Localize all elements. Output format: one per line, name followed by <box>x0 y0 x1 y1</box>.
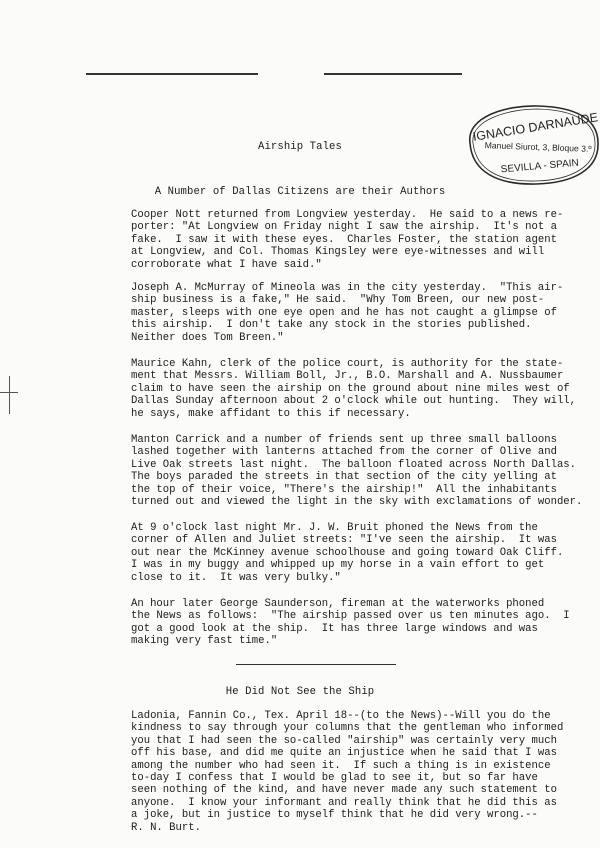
top-rule-left <box>86 73 258 75</box>
margin-mark <box>9 376 10 414</box>
top-rule-right <box>324 73 462 75</box>
stamp-address: Manuel Siurot, 3, Bloque 3.º <box>484 140 592 154</box>
paragraph: Joseph A. McMurray of Mineola was in the city yesterday. "This air- ship business is a fake," He said. "Why Tom Breen, our new post- master, sleeps with one eye open and he has not caught a glimpse of this airship. I don't take any stock in the stories published. Neither does Tom Breen." <box>131 282 564 344</box>
paragraph: Manton Carrick and a number of friends sent up three small balloons lashed together with lanterns attached from the corner of Olive and Live Oak streets last night. The balloon floated across North Dallas. The boys paraded the streets in that section of the city yelling at the top of their voice, "There's the airship!" All the inhabitants turned out and viewed the light in the sky with exclamations of wonder. <box>131 434 583 509</box>
article-title: He Did Not See the Ship <box>225 686 375 698</box>
paragraph: At 9 o'clock last night Mr. J. W. Bruit phoned the News from the corner of Allen and Juliet streets: "I've seen the airship. It was out near the McKinney avenue schoolhouse and going toward Oak Cliff. I was in my buggy and whipped up my horse in a vain effort to get close to it. It was very bulky." <box>131 522 564 584</box>
paragraph: Cooper Nott returned from Longview yesterday. He said to a news re- porter: "At Longview on Friday night I saw the airship. It's not a fake. I saw it with these eyes. Charles Foster, the station agent at Longview, and Col. Thomas Kingsley were eye-witnesses and will corroborate what I have said." <box>131 209 564 271</box>
article-title: Airship Tales <box>258 141 342 153</box>
paragraph: Ladonia, Fannin Co., Tex. April 18--(to the News)--Will you do the kindness to say through your columns that the gentleman who informed you that I had seen the so-called "airship" was certainly very much off his base, and did me quite an injustice when he said that I was among the number who had seen it. If such a thing is in existence to-day I confess that I would be glad to see it, but so far have seen nothing of the kind, and have never made any such statement to anyone. I know your informant and really think that he did this as a joke, but in justice to myself think that he did very wrong.-- R. N. Burt. <box>131 710 564 834</box>
stamp-city: SEVILLA - SPAIN <box>500 157 580 176</box>
stamp-name: IGNACIO DARNAUDE <box>471 110 599 144</box>
paragraph: Maurice Kahn, clerk of the police court, is authority for the state- ment that Messrs. William Boll, Jr., B.O. Marshall and A. Nussbaumer claim to have seen the airship on the ground about nine miles west of Dallas Sunday afternoon about 2 o'clock while out hunting. They will, he says, make affidant to this if necessary. <box>131 358 577 420</box>
paragraph: An hour later George Saunderson, fireman at the waterworks phoned the News as follows: "The airship passed over us ten minutes ago. I got a good look at the ship. It has three large windows and was making very fast time." <box>131 598 570 648</box>
article-subtitle: A Number of Dallas Citizens are their Authors <box>154 186 446 198</box>
middle-rule <box>236 664 396 665</box>
